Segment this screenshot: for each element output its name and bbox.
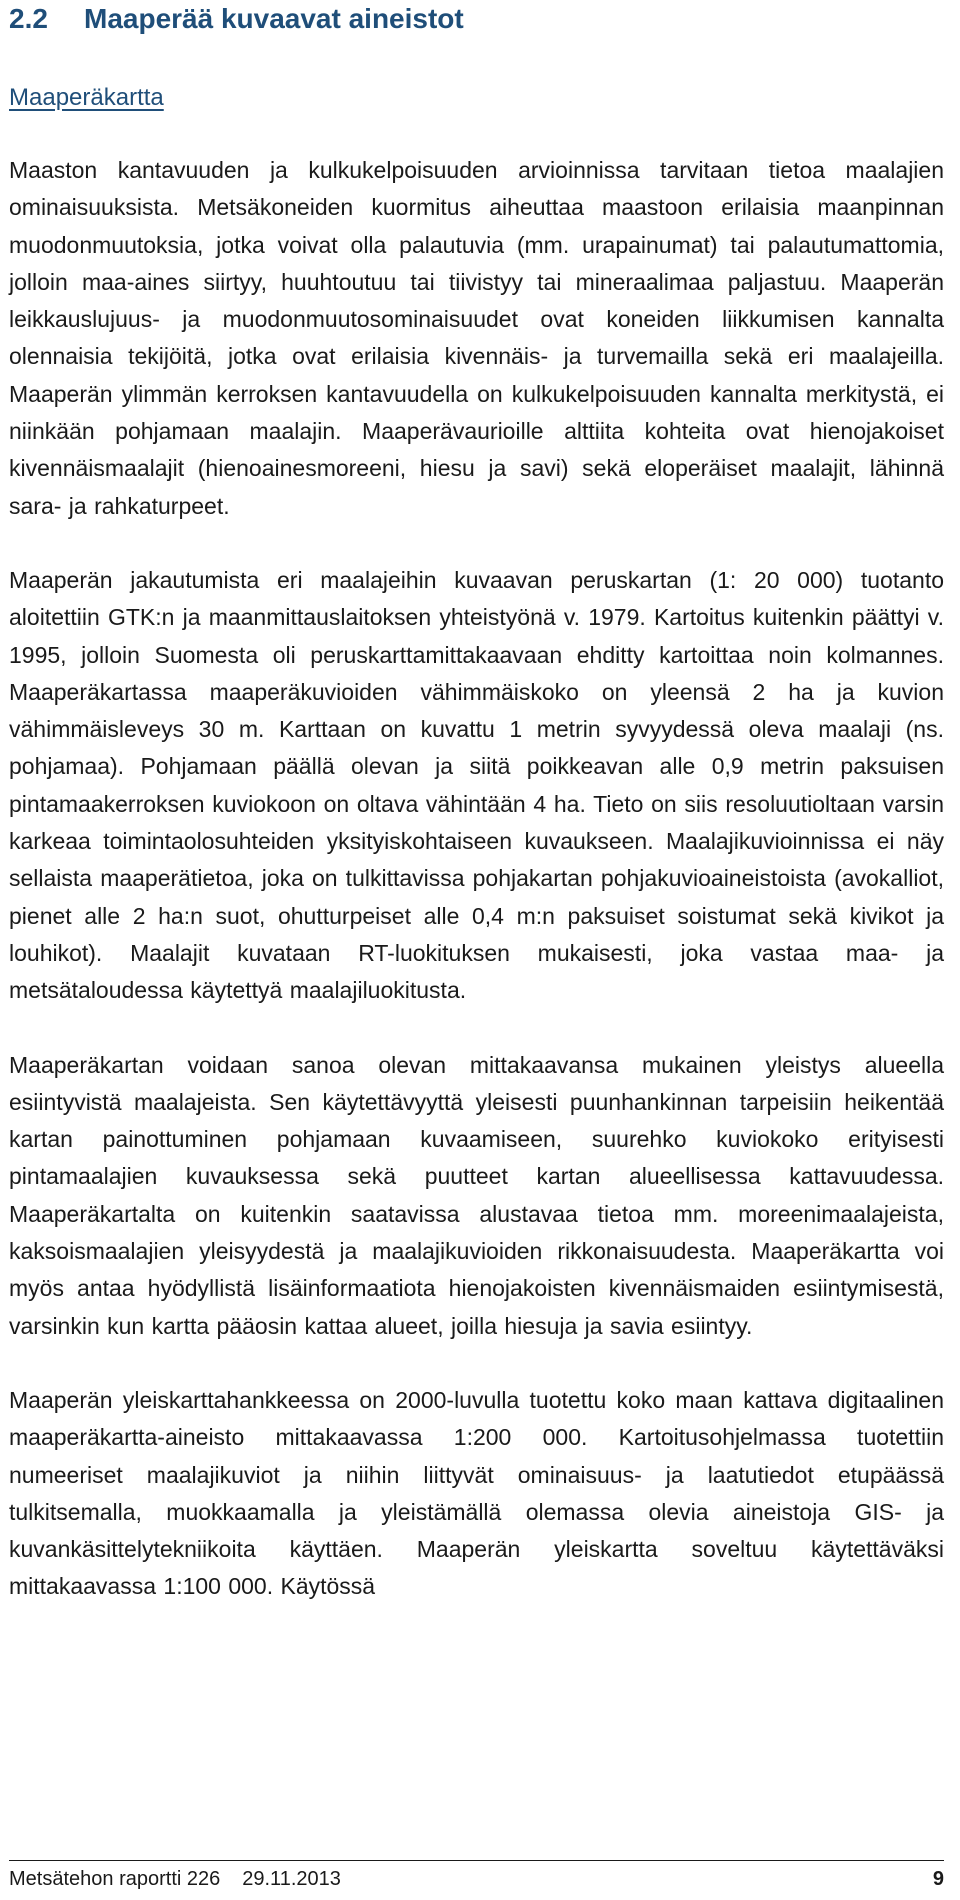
section-title: Maaperää kuvaavat aineistot	[84, 3, 464, 34]
page-number: 9	[932, 1868, 944, 1890]
section-heading	[9, 0, 944, 38]
page-footer	[9, 1860, 944, 1893]
footer-date: 29.11.2013	[242, 1868, 341, 1890]
footer-report-title: Metsätehon raportti 226	[9, 1868, 221, 1890]
paragraph-4: Maaperän yleiskarttahankkeessa on 2000-luvulla tuotettu koko maan kattava digitaalinen maaperäkartta-aineisto mittakaavassa 1:200 000. Kartoitusohjelmassa tuotettiin numeeriset maalajikuviot ja niihin liittyvät ominaisuus- ja laatutiedot etupäässä tulkitsemalla, muokkaamalla ja yleistämällä olemassa olevia aineistoja GIS- ja kuvankäsittelytekniikoita käyttäen. Maaperän yleiskartta soveltuu käytettäväksi mittakaavassa 1:100 000. Käytössä	[9, 1386, 944, 1600]
paragraph-3: Maaperäkartan voidaan sanoa olevan mittakaavansa mukainen yleistys alueella esiintyvistä maalajeista. Sen käytettävyyttä yleisesti puunhankinnan tarpeisiin heikentää kartan painottuminen pohjamaan kuvaamiseen, suurehko kuviokoko erityisesti pintamaalajien kuvauksessa sekä puutteet kartan alueellisessa kattavuudessa. Maaperäkartalta on kuitenkin saatavissa alustavaa tietoa mm. moreenimaalajeista, kaksoismaalajien yleisyydestä ja maalajikuvioiden rikkonaisuudesta. Maaperäkartta voi myös antaa hyödyllistä lisäinformaatiota hienojakoisten kivennäismaiden esiintymisestä, varsinkin kun kartta pääosin kattaa alueet, joilla hiesuja ja savia esiintyy.	[9, 1051, 944, 1339]
paragraph-1: Maaston kantavuuden ja kulkukelpoisuuden arvioinnissa tarvitaan tietoa maalajien ominaisuuksista. Metsäkoneiden kuormitus aiheuttaa maastoon erilaisia maanpinnan muodonmuutoksia, jotka voivat olla palautuvia (mm. urapainumat) tai palautumattomia, jolloin maa-aines siirtyy, huuhtoutuu tai tiivistyy tai mineraalimaa paljastuu. Maaperän leikkauslujuus- ja muodonmuutosominaisuudet ovat koneiden liikkumisen kannalta olennaisia tekijöitä, jotka ovat erilaisia kivennäis- ja turvemailla sekä eri maalajeilla. Maaperän ylimmän kerroksen kantavuudella on kulkukelpoisuuden kannalta merkitystä, ei niinkään pohjamaan maalajin. Maaperävaurioille alttiita kohteita ovat hienojakoiset kivennäismaalajit (hienoainesmoreeni, hiesu ja savi) sekä eloperäiset maalajit, lähinnä sara- ja rahkaturpeet.	[9, 157, 944, 519]
section-number: 2.2	[9, 3, 48, 34]
document-page	[9, 0, 944, 1606]
paragraph-2: Maaperän jakautumista eri maalajeihin kuvaavan peruskartan (1: 20 000) tuotanto aloitettiin GTK:n ja maanmittauslaitoksen yhteistyönä v. 1979. Kartoitus kuitenkin päättyi v. 1995, jolloin Suomesta oli peruskarttamittakaavaan ehditty kartoittaa noin kolmannes. Maaperäkartassa maaperäkuvioiden vähimmäiskoko on yleensä 2 ha ja kuvion vähimmäisleveys 30 m. Karttaan on kuvattu 1 metrin syvyydessä oleva maalaji (ns. pohjamaa). Pohjamaan päällä olevan ja siitä poikkeavan alle 0,9 metrin paksuisen pintamaakerroksen kuviokoon on oltava vähintään 4 ha. Tieto on siis resoluutioltaan varsin karkeaa toimintaolosuhteiden yksityiskohtaiseen kuvaukseen. Maalajikuvioinnissa ei näy sellaista maaperätietoa, joka on tulkittavissa pohjakartan pohjakuvioaineistoista (avokalliot, pienet alle 2 ha:n suot, ohutturpeiset alle 0,4 m:n paksuiset soistumat sekä kivikot ja louhikot). Maalajit kuvataan RT-luokituksen mukaisesti, joka vastaa maa- ja metsätaloudessa käytettyä maalajiluokitusta.	[9, 566, 944, 1004]
subheading-maaperakartta: Maaperäkartta	[9, 84, 164, 111]
